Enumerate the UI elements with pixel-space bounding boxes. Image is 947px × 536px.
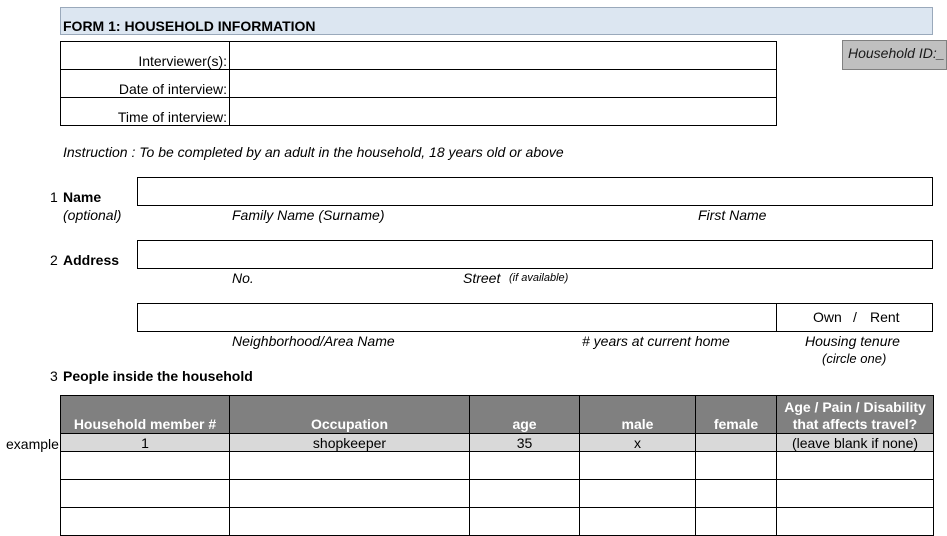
circle-one-label: (circle one) [822, 351, 887, 366]
household-members-table [60, 395, 934, 536]
time-of-interview-field[interactable] [231, 99, 775, 124]
col-header-disability-line1: Age / Pain / Disability [784, 399, 926, 415]
example-age: 35 [470, 434, 580, 452]
q1-optional: (optional) [63, 207, 122, 223]
col-header-age: age [470, 396, 580, 434]
years-at-home-label: # years at current home [582, 333, 730, 349]
col-header-disability [777, 396, 934, 434]
disability-cell[interactable] [777, 452, 934, 480]
q1-label: Name [63, 189, 102, 205]
own-option[interactable]: Own [813, 309, 842, 325]
q2-number: 2 [50, 252, 58, 268]
time-of-interview-label: Time of interview: [117, 109, 227, 125]
q2-label: Address [63, 252, 120, 268]
date-of-interview-label: Date of interview: [118, 81, 227, 97]
family-name-label: Family Name (Surname) [232, 207, 385, 223]
address-street-label: Street [463, 270, 501, 286]
female-cell[interactable] [696, 508, 777, 536]
q3-number: 3 [50, 368, 58, 384]
instruction-text: Instruction : To be completed by an adult in the household, 18 years old or above [63, 144, 564, 160]
form-title: FORM 1: HOUSEHOLD INFORMATION [63, 18, 316, 34]
female-cell[interactable] [696, 452, 777, 480]
housing-tenure-label: Housing tenure [805, 333, 900, 349]
member-cell[interactable] [61, 480, 230, 508]
date-of-interview-field[interactable] [231, 71, 775, 96]
female-cell[interactable] [696, 480, 777, 508]
interview-divider [229, 41, 230, 126]
example-female [696, 434, 777, 452]
example-male: x [580, 434, 696, 452]
interviewer-label: Interviewer(s): [138, 53, 227, 69]
col-header-male: male [580, 396, 696, 434]
address-field[interactable] [137, 240, 933, 269]
q3-label: People inside the household [63, 368, 253, 384]
household-id-field[interactable]: Household ID:_ [842, 40, 947, 70]
example-member: 1 [61, 434, 230, 452]
col-header-disability-line2: that affects travel? [792, 416, 918, 432]
col-header-occupation: Occupation [230, 396, 470, 434]
example-occupation: shopkeeper [230, 434, 470, 452]
address-no-label: No. [232, 270, 254, 286]
tenure-slash: / [853, 309, 857, 325]
example-label: example [6, 436, 59, 452]
first-name-label: First Name [698, 207, 767, 223]
occupation-cell[interactable] [230, 508, 470, 536]
table-row [61, 508, 934, 536]
interviewer-field[interactable] [231, 43, 775, 68]
male-cell[interactable] [580, 452, 696, 480]
table-row [61, 480, 934, 508]
col-header-member: Household member # [61, 396, 230, 434]
age-cell[interactable] [470, 452, 580, 480]
disability-cell[interactable] [777, 508, 934, 536]
neighborhood-field[interactable] [138, 304, 776, 331]
interview-row-line [60, 97, 777, 98]
rent-option[interactable]: Rent [870, 309, 900, 325]
table-row-example [61, 434, 934, 452]
member-cell[interactable] [61, 452, 230, 480]
name-field[interactable] [137, 177, 933, 206]
occupation-cell[interactable] [230, 480, 470, 508]
occupation-cell[interactable] [230, 452, 470, 480]
male-cell[interactable] [580, 480, 696, 508]
table-header-row [61, 396, 934, 434]
age-cell[interactable] [470, 508, 580, 536]
tenure-divider [776, 303, 777, 332]
table-row [61, 452, 934, 480]
q1-number: 1 [50, 189, 58, 205]
male-cell[interactable] [580, 508, 696, 536]
age-cell[interactable] [470, 480, 580, 508]
street-note: (if available) [509, 272, 569, 284]
interview-row-line [60, 69, 777, 70]
neighborhood-label: Neighborhood/Area Name [232, 333, 395, 349]
example-disability: (leave blank if none) [777, 434, 934, 452]
disability-cell[interactable] [777, 480, 934, 508]
col-header-female: female [696, 396, 777, 434]
member-cell[interactable] [61, 508, 230, 536]
